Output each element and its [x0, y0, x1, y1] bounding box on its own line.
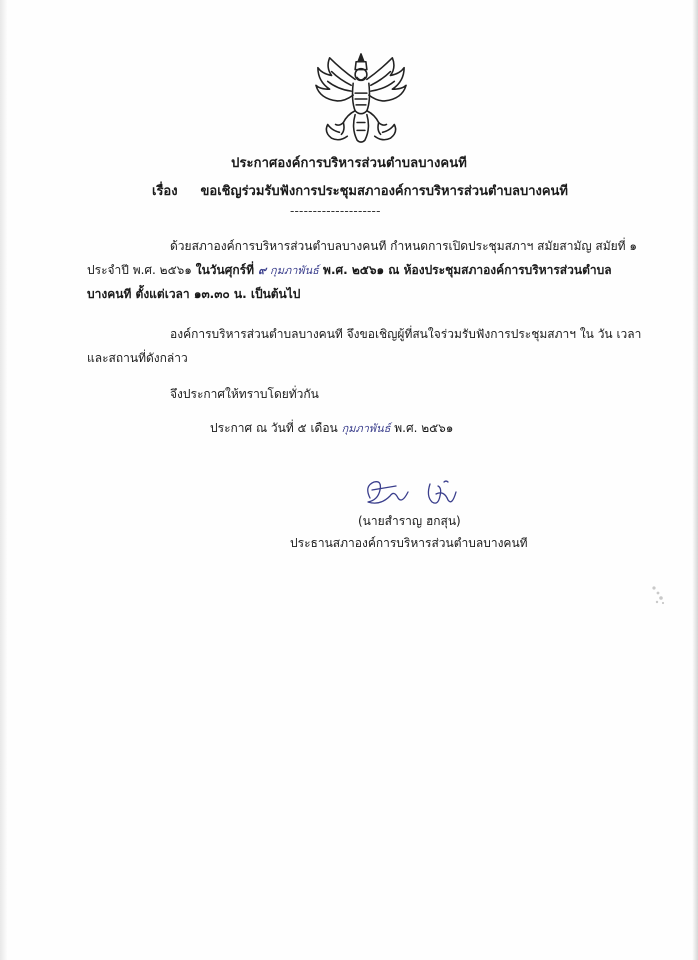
paragraph-1-line-2: [87, 262, 612, 279]
signer-name: (นายสำราญ ฮกสุน): [358, 514, 461, 528]
subject-line: [152, 180, 568, 201]
signature-icon: [360, 476, 470, 512]
handwritten-day: ๙: [258, 264, 267, 277]
closing-statement: จึงประกาศให้ทราบโดยทั่วกัน: [170, 387, 319, 401]
paragraph-1-line-3: บางคนที ตั้งแต่เวลา ๑๓.๓๐ น. เป็นต้นไป: [87, 287, 301, 301]
subject-label: เรื่อง: [152, 184, 178, 199]
announce-date-text: ประกาศ ณ วันที่ ๕ เดือน: [210, 421, 342, 435]
subject-text: ขอเชิญร่วมรับฟังการประชุมสภาองค์การบริหารส่วนตำบลบางคนที: [200, 184, 568, 199]
handwritten-month: กุมภาพันธ์: [270, 264, 319, 277]
scan-edge-right: [692, 0, 698, 960]
year-text: ประจำปี พ.ศ. ๒๕๖๑: [87, 263, 196, 277]
scan-edge-left: [0, 0, 8, 960]
announcement-date: [210, 420, 453, 437]
paragraph-2-line-2: และสถานที่ดังกล่าว: [87, 351, 188, 365]
meeting-place-text: พ.ศ. ๒๕๖๑ ณ ห้องประชุมสภาองค์การบริหารส่วนตำบล: [318, 263, 612, 277]
paragraph-1-line-1: ด้วยสภาองค์การบริหารส่วนตำบลบางคนที กำหนดการเปิดประชุมสภาฯ สมัยสามัญ สมัยที่ ๑: [170, 239, 638, 253]
scan-smudge: [648, 584, 668, 606]
meeting-day-text: ในวันศุกร์ที่: [195, 263, 259, 277]
handwritten-announce-month: กุมภาพันธ์: [341, 422, 391, 435]
signer-position: ประธานสภาองค์การบริหารส่วนตำบลบางคนที: [290, 536, 528, 550]
announce-year-text: พ.ศ. ๒๕๖๑: [390, 421, 454, 435]
announcement-title: ประกาศองค์การบริหารส่วนตำบลบางคนที: [231, 156, 467, 171]
divider-line: --------------------: [290, 204, 381, 218]
paragraph-2-line-1: องค์การบริหารส่วนตำบลบางคนที จึงขอเชิญผู้ที่สนใจร่วมรับฟังการประชุมสภาฯ ใน วัน เวลา: [170, 327, 642, 341]
garuda-emblem-icon: [312, 50, 410, 148]
